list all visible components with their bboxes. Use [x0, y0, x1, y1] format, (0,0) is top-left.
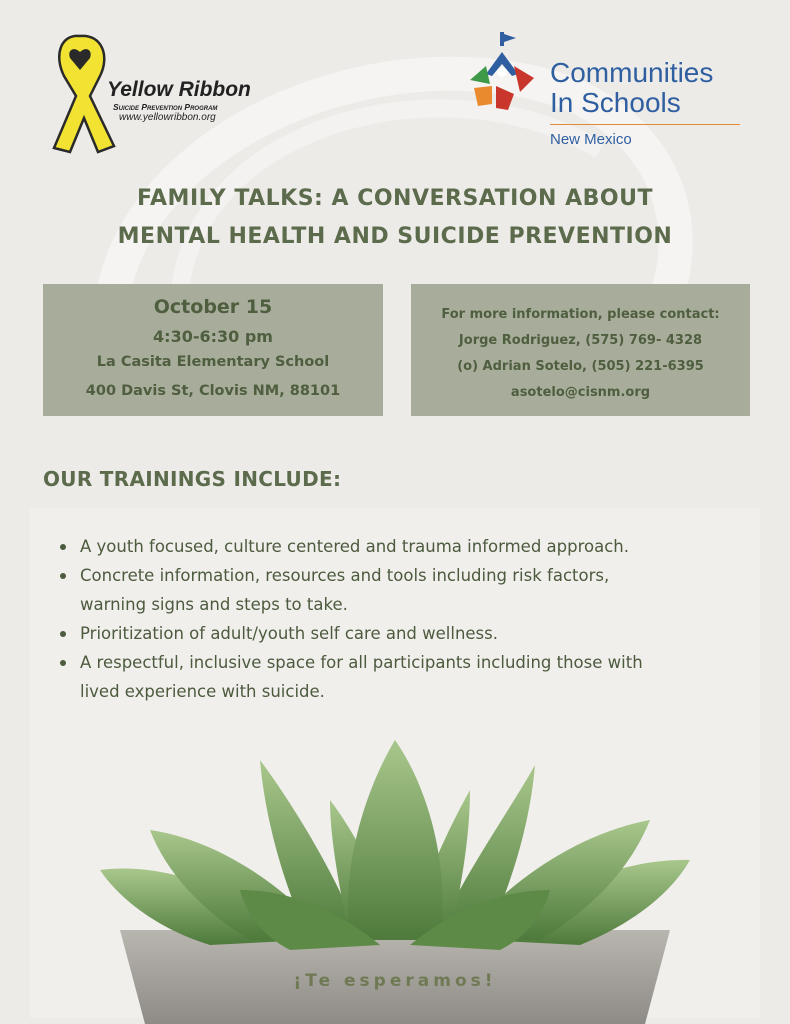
cis-line-2: In Schools — [550, 87, 681, 118]
list-item-text: A youth focused, culture centered and trauma informed approach. — [80, 537, 629, 556]
list-item — [58, 619, 748, 648]
contact-person-2: (o) Adrian Sotelo, (505) 221-6395 — [457, 359, 704, 374]
event-venue: La Casita Elementary School — [96, 354, 330, 370]
event-details-box — [43, 284, 383, 416]
event-address: 400 Davis St, Clovis NM, 88101 — [85, 383, 341, 399]
yellow-ribbon-wordmark — [107, 78, 251, 123]
contact-heading: For more information, please contact: — [441, 307, 720, 322]
contact-email[interactable]: asotelo@cisnm.org — [510, 385, 651, 400]
list-item — [58, 648, 748, 706]
yellow-ribbon-url: www.yellowribbon.org — [119, 112, 216, 123]
bullet-icon — [60, 544, 66, 550]
contact-person-1: Jorge Rodriguez, (575) 769- 4328 — [458, 333, 703, 348]
bullet-icon — [60, 573, 66, 579]
yellow-ribbon-name: Yellow Ribbon — [107, 78, 251, 101]
page-title — [40, 180, 750, 256]
event-date: October 15 — [153, 296, 273, 318]
bullet-icon — [60, 660, 66, 666]
yellow-ribbon-program: Suicide Prevention Program — [113, 102, 218, 112]
cis-divider — [550, 124, 740, 125]
list-item — [58, 532, 748, 561]
list-item — [58, 561, 748, 619]
cis-wordmark — [550, 58, 740, 148]
event-time: 4:30-6:30 pm — [153, 327, 273, 346]
list-item-text: A respectful, inclusive space for all participants including those with — [80, 653, 643, 672]
cis-line-1: Communities — [550, 57, 714, 88]
trainings-heading: OUR TRAININGS INCLUDE: — [43, 467, 342, 491]
list-item-text: Concrete information, resources and tools including risk factors, — [80, 566, 610, 585]
tagline: ¡Te esperamos! — [293, 971, 497, 991]
list-item-text: lived experience with suicide. — [80, 682, 325, 701]
list-item-text: warning signs and steps to take. — [80, 595, 348, 614]
trainings-list — [58, 532, 748, 706]
list-item-text: Prioritization of adult/youth self care and wellness. — [80, 624, 498, 643]
contact-box — [411, 284, 750, 416]
title-line-1: FAMILY TALKS: A CONVERSATION ABOUT — [137, 186, 653, 211]
cis-state: New Mexico — [550, 131, 632, 148]
title-line-2: MENTAL HEALTH AND SUICIDE PREVENTION — [117, 224, 673, 249]
bullet-icon — [60, 631, 66, 637]
